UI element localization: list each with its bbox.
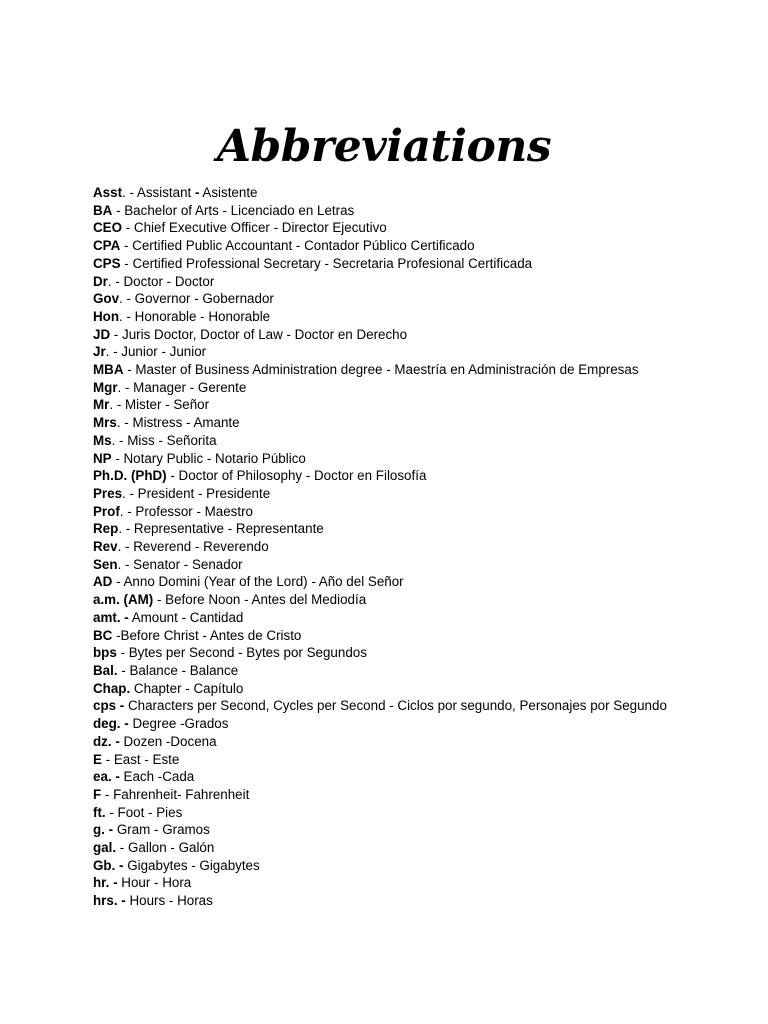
abbreviation-entry xyxy=(93,697,693,715)
abbreviation-entry xyxy=(93,237,693,255)
abbreviation-entry xyxy=(93,556,693,574)
abbreviation-term: JD xyxy=(93,326,111,342)
abbreviation-definition: - Doctor of Philosophy - Doctor en Filosofía xyxy=(166,468,427,484)
abbreviation-term: BA xyxy=(93,202,113,218)
abbreviation-entry xyxy=(93,379,693,397)
abbreviation-list xyxy=(93,184,693,910)
abbreviation-definition: . - Reverend - Reverendo xyxy=(117,539,269,555)
abbreviation-entry xyxy=(93,396,693,414)
abbreviation-term: a.m. (AM) xyxy=(93,592,154,608)
abbreviation-term: Prof xyxy=(93,503,120,519)
abbreviation-definition: - Juris Doctor, Doctor of Law - Doctor en Derecho xyxy=(110,326,408,342)
abbreviation-entry xyxy=(93,751,693,769)
abbreviation-definition: Chapter - Capítulo xyxy=(130,680,244,696)
abbreviation-entry xyxy=(93,839,693,857)
abbreviation-entry xyxy=(93,627,693,645)
abbreviation-entry xyxy=(93,609,693,627)
abbreviation-term: Ms xyxy=(93,432,112,448)
abbreviation-definition: - Bachelor of Arts - Licenciado en Letras xyxy=(112,202,355,218)
abbreviation-entry xyxy=(93,450,693,468)
abbreviation-entry xyxy=(93,821,693,839)
abbreviation-entry xyxy=(93,255,693,273)
abbreviation-term: Ph.D. (PhD) xyxy=(93,468,167,484)
abbreviation-entry xyxy=(93,733,693,751)
abbreviation-entry xyxy=(93,432,693,450)
abbreviation-definition: . - Professor - Maestro xyxy=(119,503,253,519)
abbreviation-term: Bal. xyxy=(93,662,118,678)
abbreviation-term: Mr xyxy=(93,397,110,413)
abbreviation-definition: Hour - Hora xyxy=(117,875,192,891)
abbreviation-entry xyxy=(93,184,693,202)
abbreviation-definition: - Foot - Pies xyxy=(105,804,183,820)
abbreviation-term: Pres xyxy=(93,485,123,501)
abbreviation-entry xyxy=(93,219,693,237)
abbreviation-term: Gb. - xyxy=(93,857,124,873)
abbreviation-term: Sen xyxy=(93,556,118,572)
abbreviation-term: bps xyxy=(93,645,117,661)
abbreviation-entry xyxy=(93,503,693,521)
abbreviation-definition: Gram - Gramos xyxy=(113,822,210,838)
abbreviation-term: NP xyxy=(93,450,112,466)
abbreviation-term: Jr xyxy=(93,344,106,360)
abbreviation-term: Dr xyxy=(93,273,108,289)
abbreviation-definition: . - Junior - Junior xyxy=(105,344,207,360)
abbreviation-definition: - Bytes per Second - Bytes por Segundos xyxy=(116,645,367,661)
abbreviation-definition: . - Senator - Senador xyxy=(117,556,243,572)
abbreviation-definition: Degree -Grados xyxy=(128,716,229,732)
abbreviation-term: Chap. xyxy=(93,680,131,696)
abbreviation-definition: . - Representative - Representante xyxy=(118,521,324,537)
abbreviation-term: dz. - xyxy=(93,733,120,749)
abbreviation-term: Rep xyxy=(93,521,119,537)
abbreviation-term: F xyxy=(93,786,102,802)
abbreviation-definition: Characters per Second, Cycles per Second - Ciclos por segundo, Personajes por Segundo xyxy=(124,698,667,714)
abbreviation-term: BC xyxy=(93,627,113,643)
abbreviation-entry xyxy=(93,591,693,609)
abbreviation-term: ft. xyxy=(93,804,106,820)
abbreviation-term: CEO xyxy=(93,220,123,236)
abbreviation-definition: . - Manager - Gerente xyxy=(117,379,247,395)
abbreviation-definition: . - President - Presidente xyxy=(122,485,271,501)
abbreviation-entry xyxy=(93,768,693,786)
abbreviation-definition: - Certified Professional Secretary - Secretaria Profesional Certificada xyxy=(120,255,533,271)
abbreviation-definition: - Fahrenheit- Fahrenheit xyxy=(101,786,250,802)
abbreviation-term: Gov xyxy=(93,291,120,307)
abbreviation-definition: - Anno Domini (Year of the Lord) - Año del Señor xyxy=(112,574,404,590)
abbreviation-definition: - Certified Public Accountant - Contador Público Certificado xyxy=(120,238,475,254)
abbreviation-definition: . - Doctor - Doctor xyxy=(107,273,215,289)
abbreviation-entry xyxy=(93,414,693,432)
abbreviation-entry xyxy=(93,343,693,361)
abbreviation-definition: . - Mister - Señor xyxy=(109,397,210,413)
abbreviation-entry xyxy=(93,715,693,733)
abbreviation-separator: - xyxy=(194,185,200,200)
abbreviation-definition: - Notary Public - Notario Público xyxy=(111,450,306,466)
abbreviation-definition: . - Miss - Señorita xyxy=(111,432,217,448)
abbreviation-translation: Asistente xyxy=(199,185,258,200)
abbreviation-entry xyxy=(93,892,693,910)
abbreviation-term: ea. - xyxy=(93,769,120,785)
abbreviation-definition: -Before Christ - Antes de Cristo xyxy=(112,627,302,643)
abbreviation-entry xyxy=(93,273,693,291)
abbreviation-definition: Dozen -Docena xyxy=(119,733,217,749)
abbreviation-term: CPA xyxy=(93,238,121,254)
abbreviation-term: gal. xyxy=(93,840,117,856)
abbreviation-term: MBA xyxy=(93,362,124,378)
abbreviation-term: hrs. - xyxy=(93,893,126,909)
abbreviation-definition: - Gallon - Galón xyxy=(116,840,215,856)
abbreviation-entry xyxy=(93,680,693,698)
abbreviation-entry xyxy=(93,662,693,680)
abbreviation-entry xyxy=(93,326,693,344)
abbreviation-term: Mgr xyxy=(93,379,118,395)
abbreviation-entry xyxy=(93,573,693,591)
abbreviation-entry xyxy=(93,290,693,308)
abbreviation-term: deg. - xyxy=(93,716,129,732)
abbreviation-entry xyxy=(93,644,693,662)
abbreviation-term: Hon xyxy=(93,308,120,324)
abbreviation-definition: Gigabytes - Gigabytes xyxy=(123,857,260,873)
abbreviation-term: E xyxy=(93,751,102,767)
abbreviation-term: hr. - xyxy=(93,875,118,891)
abbreviation-entry xyxy=(93,804,693,822)
abbreviation-term: AD xyxy=(93,574,113,590)
page-title: Abbreviations xyxy=(216,121,552,173)
abbreviation-term: CPS xyxy=(93,255,121,271)
abbreviation-entry xyxy=(93,538,693,556)
abbreviation-term: cps - xyxy=(93,698,125,714)
abbreviation-definition: . - Mistress - Amante xyxy=(116,415,240,431)
abbreviation-definition: . - Governor - Gobernador xyxy=(119,291,274,307)
abbreviation-term: g. - xyxy=(93,822,114,838)
abbreviation-definition: - Before Noon - Antes del Mediodía xyxy=(153,592,367,608)
abbreviation-entry xyxy=(93,874,693,892)
abbreviation-entry xyxy=(93,520,693,538)
abbreviation-entry xyxy=(93,857,693,875)
abbreviation-entry xyxy=(93,467,693,485)
abbreviation-definition: Hours - Horas xyxy=(125,893,213,909)
abbreviation-definition: . - Assistant xyxy=(122,185,195,200)
abbreviation-definition: - Chief Executive Officer - Director Ejecutivo xyxy=(122,220,387,236)
abbreviation-term: amt. - xyxy=(93,609,129,625)
abbreviation-entry xyxy=(93,202,693,220)
abbreviation-term: Asst xyxy=(93,185,123,200)
abbreviation-term: Mrs xyxy=(93,415,117,431)
abbreviation-definition: . - Honorable - Honorable xyxy=(119,308,271,324)
abbreviation-definition: Amount - Cantidad xyxy=(128,609,244,625)
abbreviation-entry xyxy=(93,361,693,379)
abbreviation-definition: - Balance - Balance xyxy=(117,662,239,678)
abbreviation-entry xyxy=(93,786,693,804)
abbreviation-definition: - Master of Business Administration degree - Maestría en Administración de Empresas xyxy=(123,362,639,378)
abbreviation-definition: - East - Este xyxy=(101,751,180,767)
abbreviation-term: Rev xyxy=(93,539,118,555)
abbreviation-entry xyxy=(93,308,693,326)
abbreviation-entry xyxy=(93,485,693,503)
abbreviation-definition: Each -Cada xyxy=(119,769,195,785)
